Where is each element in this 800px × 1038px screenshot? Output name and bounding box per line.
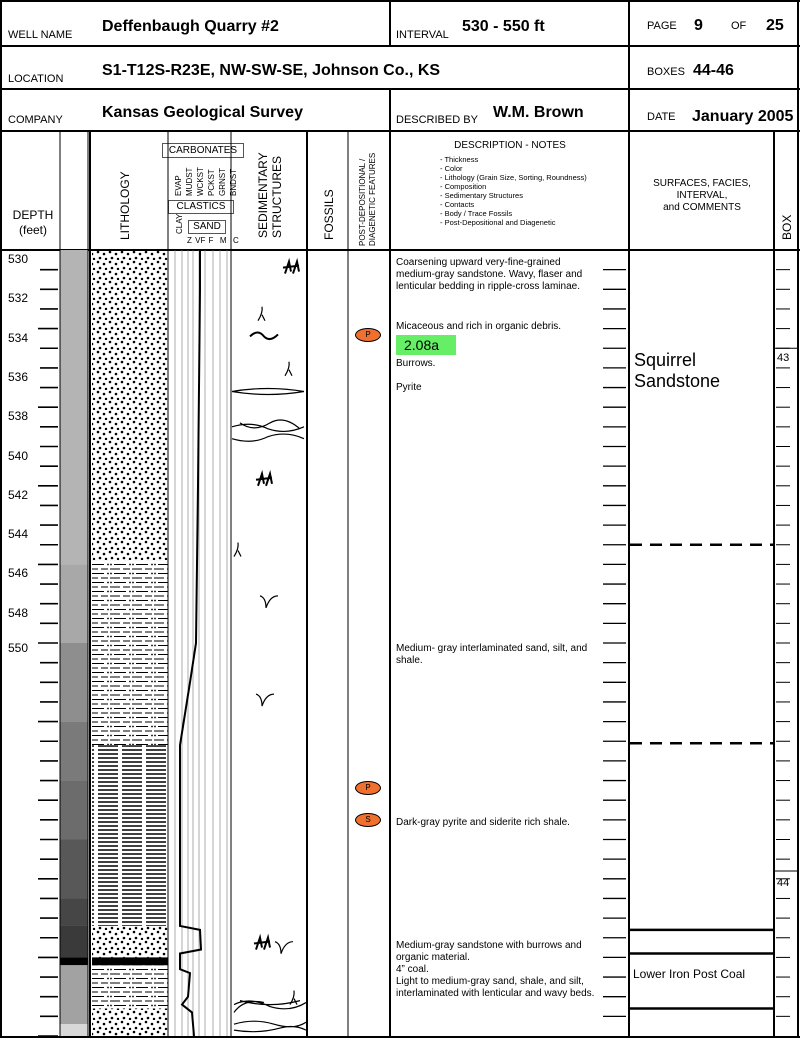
siderite-badge: S [355,813,381,827]
depth-label: 530 [8,252,29,266]
flaser-symbol [275,942,293,954]
company-value: Kansas Geological Survey [102,104,303,121]
lithology-interval [92,1008,168,1036]
carb-type-evap: EVAP [174,175,183,196]
depth-label: 534 [8,330,29,345]
lithology-interval [92,745,168,926]
description-coarsening: Coarsening upward very-fine-grained medium-gray sandstone. Wavy, flaser and lenticular bedding in ripple-cross laminae. [396,257,583,292]
core-color-band [60,250,88,564]
box-header: BOX [780,214,794,240]
grain-size-letters: Z VF F M C [187,236,239,245]
lithology-interval [92,560,168,745]
core-color-band [60,898,88,926]
wavy-lamination-symbol [234,1021,306,1031]
burrow-symbol [283,262,299,274]
of-label: OF [731,20,747,32]
description-dark-shale: Dark-gray pyrite and siderite rich shale. [396,817,570,828]
bioturbation-symbol [258,307,265,321]
coal-bed [92,957,168,965]
description-interlaminated: Medium- gray interlaminated sand, silt, and shale. [396,643,588,666]
carb-type-grnst: GRNST [218,168,227,196]
boxes-label: BOXES [647,66,685,78]
unit-squirrel-sandstone [634,350,720,392]
core-color-band [60,926,88,957]
depth-label: DEPTH [12,208,54,222]
box-number: 43 [777,352,790,364]
description-pyrite: Pyrite [396,382,422,393]
interval-label: INTERVAL [396,29,449,41]
lenticular-bedding-symbol [234,1001,306,1013]
carb-type-mudst: MUDST [185,167,194,196]
description-coal: 4” coal. [396,964,429,975]
sample-label: 2.08a [396,335,456,355]
lenticular-bedding-symbol [232,388,304,394]
unit-name-line2: Sandstone [634,371,721,391]
described-by-label: DESCRIBED BY [396,114,478,126]
description-checklist-item: - Composition [440,182,487,191]
described-by-value: W.M. Brown [493,104,584,121]
post-dep-line2: DIAGENETIC FEATURES [368,152,377,246]
carbonates-header: CARBONATES [162,143,244,158]
core-color-band [60,840,88,899]
depth-label: 550 [8,641,29,655]
description-checklist-item: - Body / Trace Fossils [440,209,513,218]
core-color-band [60,564,88,643]
surfaces-line1: SURFACES, FACIES, [653,178,751,189]
description-micaceous: Micaceous and rich in organic debris. [396,321,562,332]
description-burrows: Burrows. [396,358,436,369]
bioturbation-symbol [285,362,292,376]
box-number: 44 [777,877,790,889]
flaser-symbol [260,596,278,608]
carb-type-pckst: PCKST [207,169,216,196]
carb-type-bndst: BNDST [229,168,238,196]
core-color-band [60,781,88,840]
depth-label: 538 [8,409,29,424]
description-light-sand: Light to medium-gray sand, shale, and silt, interlaminated with lenticular and wavy beds. [396,976,595,999]
burrow-symbol [254,938,270,950]
well-name-label: WELL NAME [8,29,73,41]
description-checklist-item: - Color [440,164,463,173]
pyrite-badge: P [355,328,381,342]
post-dep-line1: POST-DEPOSITIONAL / [358,158,367,246]
description-checklist-item: - Contacts [440,200,475,209]
lithology-interval [92,926,168,957]
depth-label: 544 [8,527,29,542]
location-value: S1-T12S-R23E, NW-SW-SE, Johnson Co., KS [102,62,441,79]
pyrite-badge: P [355,781,381,795]
unit-lower-iron-post-coal: Lower Iron Post Coal [633,967,746,981]
bioturbation-symbol [234,543,241,557]
depth-label: 548 [8,605,29,620]
date-value: January 2005 [692,108,794,125]
interval-value: 530 - 550 ft [462,18,545,35]
carb-type-wckst: WCKST [196,167,205,196]
core-color-band [60,643,88,722]
unit-name-line1: Squirrel [634,350,697,370]
well-name: Deffenbaugh Quarry #2 [102,18,279,35]
location-label: LOCATION [8,73,64,85]
wavy-lamination-symbol [232,420,304,441]
depth-label: 542 [8,487,29,502]
company-label: COMPANY [8,114,63,126]
core-color-band [60,1024,88,1036]
depth-label: 546 [8,566,29,581]
wavy-bedding-symbol [250,332,278,339]
date-label: DATE [647,111,676,123]
description-sandstone-burrows: Medium-gray sandstone with burrows and organic material. [396,940,582,963]
depth-label: 536 [8,369,29,384]
core-color-band [60,722,88,781]
lithology-interval [92,250,168,560]
description-checklist-item: - Thickness [440,155,479,164]
surfaces-line3: and COMMENTS [663,202,741,213]
clastics-header: CLASTICS [168,200,234,214]
lithology-header: LITHOLOGY [118,171,132,240]
description-checklist-item: - Post-Depositional and Diagenetic [440,218,556,227]
burrow-symbol [256,474,272,486]
boxes-value: 44-46 [693,62,734,79]
depth-unit: (feet) [18,223,47,237]
page-total: 25 [766,17,784,34]
sand-header: SAND [188,220,226,234]
core-color-band [60,957,88,965]
core-color-band [60,965,88,1024]
fossils-header: FOSSILS [322,189,336,240]
clay-label: CLAY [175,213,184,234]
depth-label: 532 [8,291,29,306]
description-title: DESCRIPTION - NOTES [454,140,566,151]
flaser-symbol [256,694,274,706]
description-checklist-item: - Sedimentary Structures [440,191,523,200]
description-checklist-item: - Lithology (Grain Size, Sorting, Roundness) [440,173,587,182]
depth-label: 540 [8,448,29,463]
sed-structures-line1: SEDIMENTARY [256,152,270,238]
page-number: 9 [694,17,703,34]
lithology-interval [92,965,168,1008]
page-label: PAGE [647,20,677,32]
surfaces-line2: INTERVAL, [676,190,728,201]
sed-structures-line2: STRUCTURES [270,155,284,238]
grain-size-profile [180,250,201,1036]
